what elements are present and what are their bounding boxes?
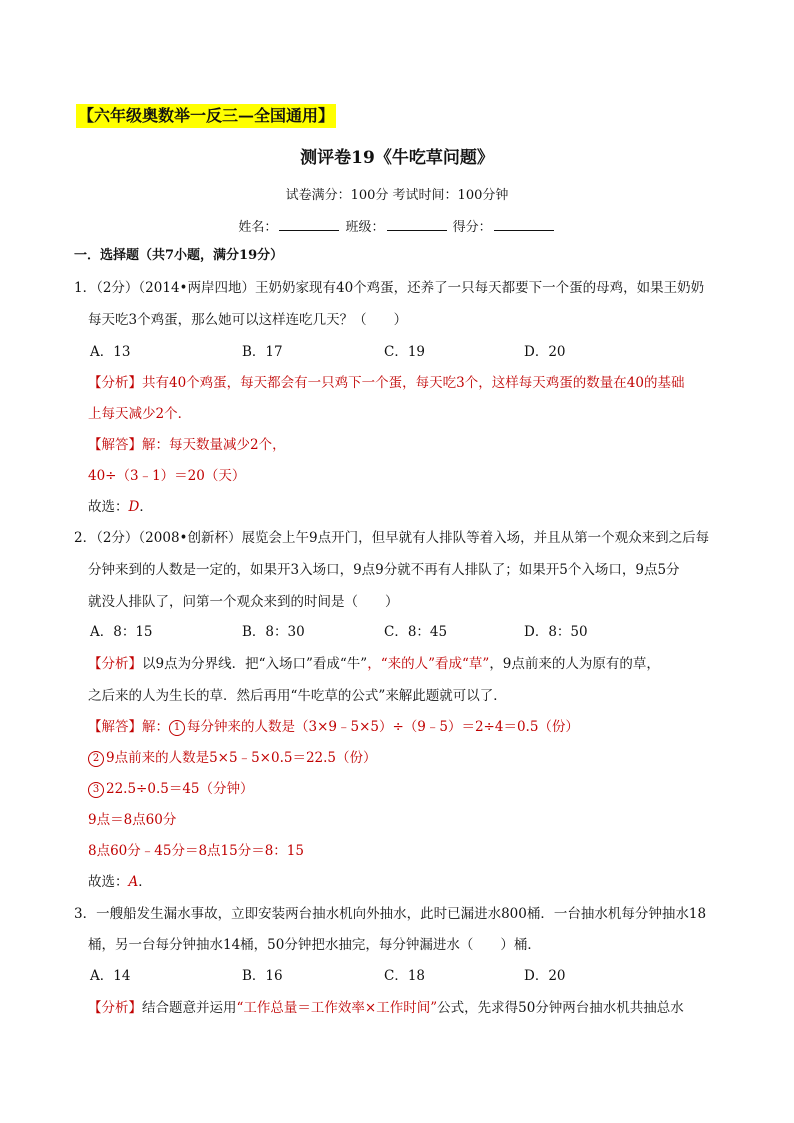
analysis-text-b: “入场口”看成“牛” <box>258 656 368 672</box>
q3-option-a: A．14 <box>90 968 131 984</box>
analysis-text-d: ，9点前来的人为原有的草， <box>489 656 660 672</box>
q2-answer-step4: 9点＝8点60分 <box>88 812 177 828</box>
q2-choice <box>88 872 152 892</box>
choice-suffix: ． <box>138 874 152 890</box>
student-info <box>0 216 794 238</box>
analysis-text-c: ，“来的人”看成“草” <box>367 656 490 672</box>
q2-answer-step5: 8点60分﹣45分＝8点15分＝8：15 <box>88 843 304 859</box>
q1-option-a: A．13 <box>90 344 131 360</box>
q2-option-b: B．8：30 <box>242 624 305 640</box>
analysis-text-c: 来解此题就可以了． <box>385 688 507 704</box>
q2-stem-line3: 就没人排队了，问第一个观众来到的时间是（ ） <box>88 594 399 610</box>
q1-analysis-line2: 上每天减少2个． <box>88 406 192 422</box>
q2-answer-step2 <box>88 748 377 768</box>
q1-choice <box>88 497 153 517</box>
class-label: 班级： <box>345 220 385 235</box>
q2-option-a: A．8：15 <box>90 624 153 640</box>
choice-letter: D <box>128 499 140 515</box>
q2-analysis-line1 <box>88 654 660 674</box>
q3-option-c: C．18 <box>384 968 426 984</box>
q3-analysis-line1 <box>88 998 684 1018</box>
series-banner: 【六年级奥数举一反三—全国通用】 <box>76 104 336 128</box>
choice-suffix: ． <box>139 499 153 515</box>
analysis-text-c: 公式，先求得50分钟两台抽水机共抽总水 <box>437 1000 684 1016</box>
step-text: 22.5÷0.5＝45（分钟） <box>106 781 254 797</box>
step-text: 每分钟来的人数是（3×9﹣5×5）÷（9﹣5）＝2÷4＝0.5（份） <box>187 719 579 735</box>
q3-option-d: D．20 <box>524 968 566 984</box>
analysis-text: 共有40个鸡蛋，每天都会有一只鸡下一个蛋，每天吃3个，这样每天鸡蛋的数量在40的基础 <box>142 375 685 391</box>
q1-option-b: B．17 <box>242 344 283 360</box>
step-number-3: 3 <box>88 782 104 798</box>
q1-option-d: D．20 <box>524 344 566 360</box>
answer-text: 解：每天数量减少2个， <box>142 437 286 453</box>
analysis-label: 【分析】 <box>88 375 142 391</box>
q1-stem-line1: 1．（2分）（2014•两岸四地）王奶奶家现有40个鸡蛋，还养了一只每天都要下一个蛋的母鸡，如果王奶奶 <box>74 280 705 296</box>
choice-letter: A <box>128 874 139 890</box>
q2-stem-line2: 分钟来到的人数是一定的，如果开3入场口，9点9分就不再有人排队了；如果开5个入场口，9点5分 <box>88 562 680 578</box>
q1-stem-line2: 每天吃3个鸡蛋，那么她可以这样连吃几天？（ ） <box>88 312 408 328</box>
analysis-text-a: 以9点为分界线．把 <box>142 656 259 672</box>
score-label: 得分： <box>452 220 492 235</box>
page-title: 测评卷19《牛吃草问题》 <box>300 148 494 168</box>
q1-option-c: C．19 <box>384 344 426 360</box>
exam-meta: 试卷满分：100分 考试时间：100分钟 <box>285 188 509 203</box>
answer-label: 【解答】 <box>88 437 142 453</box>
q1-answer-line2: 40÷（3﹣1）＝20（天） <box>88 468 246 484</box>
q2-analysis-line2 <box>88 686 507 706</box>
choice-prefix: 故选： <box>88 499 129 515</box>
step-number-2: 2 <box>88 751 104 767</box>
analysis-text-a: 之后来的人为生长的草．然后再用 <box>88 688 291 704</box>
score-blank <box>494 216 554 231</box>
q2-answer-step1 <box>88 717 579 737</box>
q1-analysis-line1 <box>88 373 684 393</box>
q3-stem-line2: 桶，另一台每分钟抽水14桶，50分钟把水抽完，每分钟漏进水（ ）桶． <box>88 937 541 953</box>
class-blank <box>387 216 447 231</box>
analysis-label: 【分析】 <box>88 656 142 672</box>
answer-prefix: 解： <box>142 719 169 735</box>
answer-label: 【解答】 <box>88 719 142 735</box>
step-number-1: 1 <box>169 720 185 736</box>
q2-option-c: C．8：45 <box>384 624 448 640</box>
analysis-text-b: “工作总量＝工作效率×工作时间” <box>236 1000 438 1016</box>
q1-answer-line1 <box>88 435 286 455</box>
analysis-text-b: “牛吃草的公式” <box>290 688 386 704</box>
step-text: 9点前来的人数是5×5﹣5×0.5＝22.5（份） <box>106 750 377 766</box>
q2-stem-line1: 2．（2分）（2008•创新杯）展览会上午9点开门，但早就有人排队等着入场，并且从第一个观众来到之后每 <box>74 530 710 546</box>
q2-option-d: D．8：50 <box>524 624 588 640</box>
analysis-label: 【分析】 <box>88 1000 142 1016</box>
q3-stem-line1: 3．一艘船发生漏水事故，立即安装两台抽水机向外抽水，此时已漏进水800桶．一台抽水机每分钟抽水18 <box>74 906 707 922</box>
name-label: 姓名： <box>238 220 278 235</box>
section-heading: 一．选择题（共7小题，满分19分） <box>74 248 284 263</box>
name-blank <box>279 216 339 231</box>
choice-prefix: 故选： <box>88 874 129 890</box>
q3-option-b: B．16 <box>242 968 283 984</box>
q2-answer-step3 <box>88 779 254 799</box>
analysis-text-a: 结合题意并运用 <box>142 1000 237 1016</box>
